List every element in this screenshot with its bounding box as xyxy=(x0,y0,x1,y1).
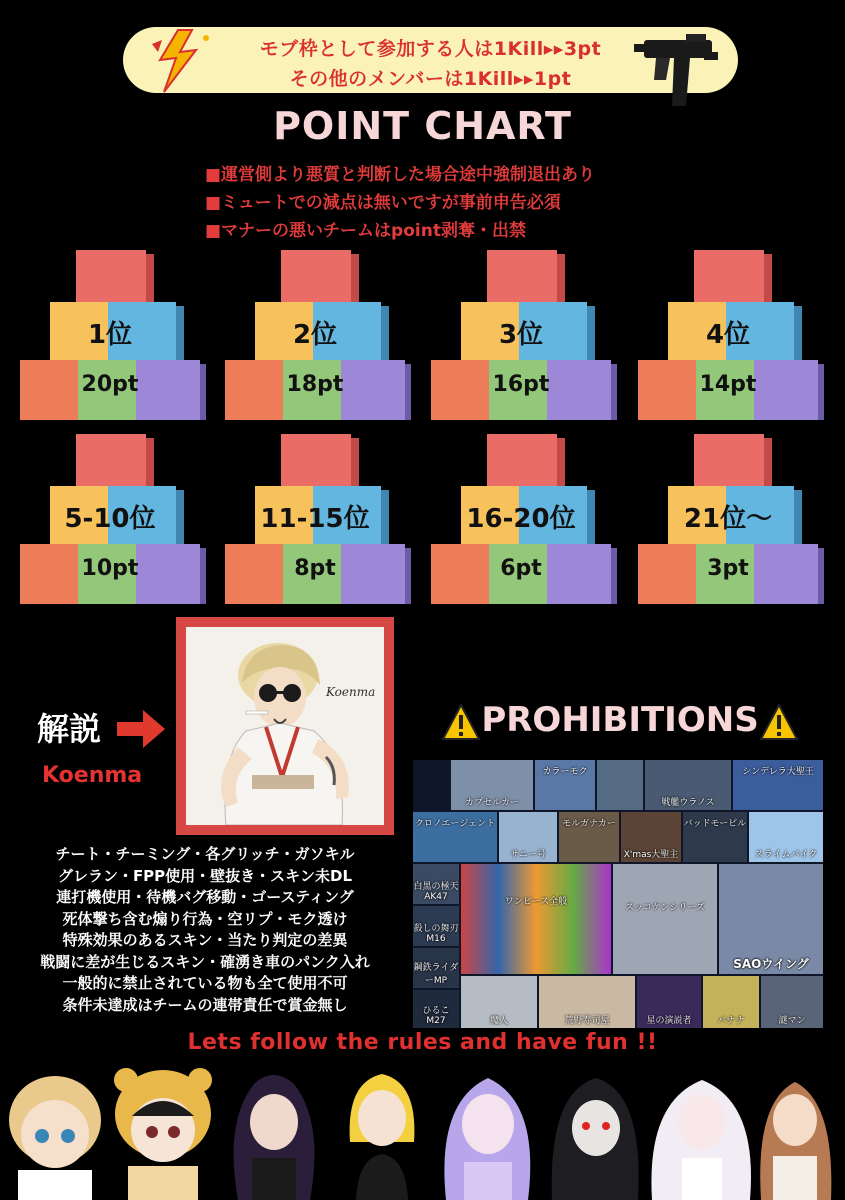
rank-points: 14pt xyxy=(699,372,757,397)
banned-item: 死体撃ち含む煽り行為・空リプ・モク透け xyxy=(62,909,348,928)
banner-line-members: その他のメンバーは1Kill▸▸1pt xyxy=(289,68,572,90)
prohibited-item-tile: 戦艦ウラノス xyxy=(645,760,731,810)
footer-message: Lets follow the rules and have fun !! xyxy=(187,1030,658,1055)
rank-block-5 xyxy=(20,434,206,609)
point-chart-title: POINT CHART xyxy=(273,104,572,148)
prohibited-item-tile: X'mas大聖主 xyxy=(621,812,681,862)
character-illustration xyxy=(218,1062,328,1200)
prohibited-item-tile: SAOウイング xyxy=(719,864,823,974)
rank-label: 1位 xyxy=(87,320,133,350)
prohibited-item-tile xyxy=(597,760,643,810)
prohibited-item-tile: 殺しの舞刃M16 xyxy=(413,906,459,946)
prohibited-item-tile: スッコケンシリーズ xyxy=(613,864,717,974)
banner-line-mob: モブ枠として参加する人は1Kill▸▸3pt xyxy=(259,38,602,60)
character-lineup xyxy=(0,1062,845,1200)
prohibited-item-tile: 荒野寿司屋 xyxy=(539,976,635,1028)
rank-block-3 xyxy=(431,250,617,425)
banned-item: グレラン・FPP使用・壁抜き・スキン未DL xyxy=(57,866,353,885)
character-illustration xyxy=(540,1062,650,1200)
prohibitions-title: PROHIBITIONS xyxy=(481,700,759,740)
prohibited-items-collage xyxy=(413,760,823,1028)
rank-points: 8pt xyxy=(294,556,336,581)
rank-block-6 xyxy=(225,434,411,609)
prohibited-item-tile: バナナ xyxy=(703,976,759,1028)
commentator-portrait xyxy=(176,617,394,835)
prohibited-item-tile: ひるこM27 xyxy=(413,990,459,1028)
banned-item: 特殊効果のあるスキン・当たり判定の差異 xyxy=(62,931,348,949)
character-illustration xyxy=(646,1062,756,1200)
rank-points: 20pt xyxy=(81,372,139,397)
prohibited-item-tile: サニー号 xyxy=(499,812,557,862)
rank-label: 4位 xyxy=(705,320,751,350)
prohibited-item-tile: モルガナカー xyxy=(559,812,619,862)
rule-item: ■運営側より悪質と判断した場合途中強制退出あり xyxy=(205,165,596,185)
warning-icon xyxy=(441,703,481,741)
commentator-name: Koenma xyxy=(42,763,143,788)
rank-points: 3pt xyxy=(707,556,749,581)
rank-points: 16pt xyxy=(492,372,550,397)
rules-list xyxy=(205,161,725,245)
prohibited-item-tile: シンデレラ大聖王 xyxy=(733,760,823,810)
banned-item: 戦闘に差が生じるスキン・確湧き車のパンク入れ xyxy=(40,952,370,971)
rule-item: ■ミュートでの減点は無いですが事前申告必須 xyxy=(205,193,561,213)
rank-label: 21位〜 xyxy=(683,504,773,534)
prohibited-item-tile: 白黒の極天AK47 xyxy=(413,864,459,904)
character-illustration xyxy=(108,1066,218,1200)
banned-item: チート・チーミング・各グリッチ・ガソキル xyxy=(55,845,355,863)
banned-item: 一般的に禁止されている物も全て使用不可 xyxy=(62,974,348,992)
uzi-gun-icon xyxy=(630,22,722,110)
character-illustration xyxy=(0,1070,110,1200)
prohibited-item-tile: バッドモービル xyxy=(683,812,747,862)
rank-block-8 xyxy=(638,434,824,609)
commentary-label: 解説 xyxy=(37,710,102,748)
character-illustration xyxy=(326,1062,436,1200)
rank-points: 10pt xyxy=(81,556,139,581)
arrow-right-icon xyxy=(117,710,165,748)
prohibited-item-tile: スライムバイク xyxy=(749,812,823,862)
rank-label: 16-20位 xyxy=(466,504,576,534)
rank-label: 2位 xyxy=(292,320,338,350)
prohibited-item-tile: 星の演説者 xyxy=(637,976,701,1028)
banned-item: 連打機使用・待機バグ移動・ゴースティング xyxy=(56,888,354,906)
prohibited-item-tile: ワンピース全般 xyxy=(461,864,611,974)
rank-block-7 xyxy=(431,434,617,609)
rank-label: 3位 xyxy=(498,320,544,350)
prohibited-item-tile: 鋼鉄ライダーMP xyxy=(413,948,459,988)
prohibited-item-tile: 謎マン xyxy=(761,976,823,1028)
warning-icon xyxy=(759,703,799,741)
prohibited-item-tile: カラーモク xyxy=(535,760,595,810)
character-illustration xyxy=(745,1062,845,1200)
rank-label: 5-10位 xyxy=(64,504,156,534)
prohibitions-heading xyxy=(410,700,830,741)
commentator-illustration xyxy=(186,627,384,825)
rank-block-2 xyxy=(225,250,411,425)
prohibited-item-tile: 魔人 xyxy=(461,976,537,1028)
prohibited-item-tile: カプセルカー xyxy=(451,760,533,810)
character-illustration xyxy=(432,1062,542,1200)
rank-block-1 xyxy=(20,250,206,425)
rank-points: 18pt xyxy=(286,372,344,397)
rank-block-4 xyxy=(638,250,824,425)
prohibited-item-tile: クロノエージェント xyxy=(413,812,497,862)
portrait-signature: Koenma xyxy=(326,685,376,699)
lightning-icon xyxy=(150,26,220,96)
rank-points: 6pt xyxy=(500,556,542,581)
rule-item: ■マナーの悪いチームはpoint剥奪・出禁 xyxy=(205,221,526,241)
banned-item: 条件未達成はチームの連帯責任で賞金無し xyxy=(62,995,348,1014)
rank-label: 11-15位 xyxy=(260,504,370,534)
banned-actions-list xyxy=(0,844,410,1016)
